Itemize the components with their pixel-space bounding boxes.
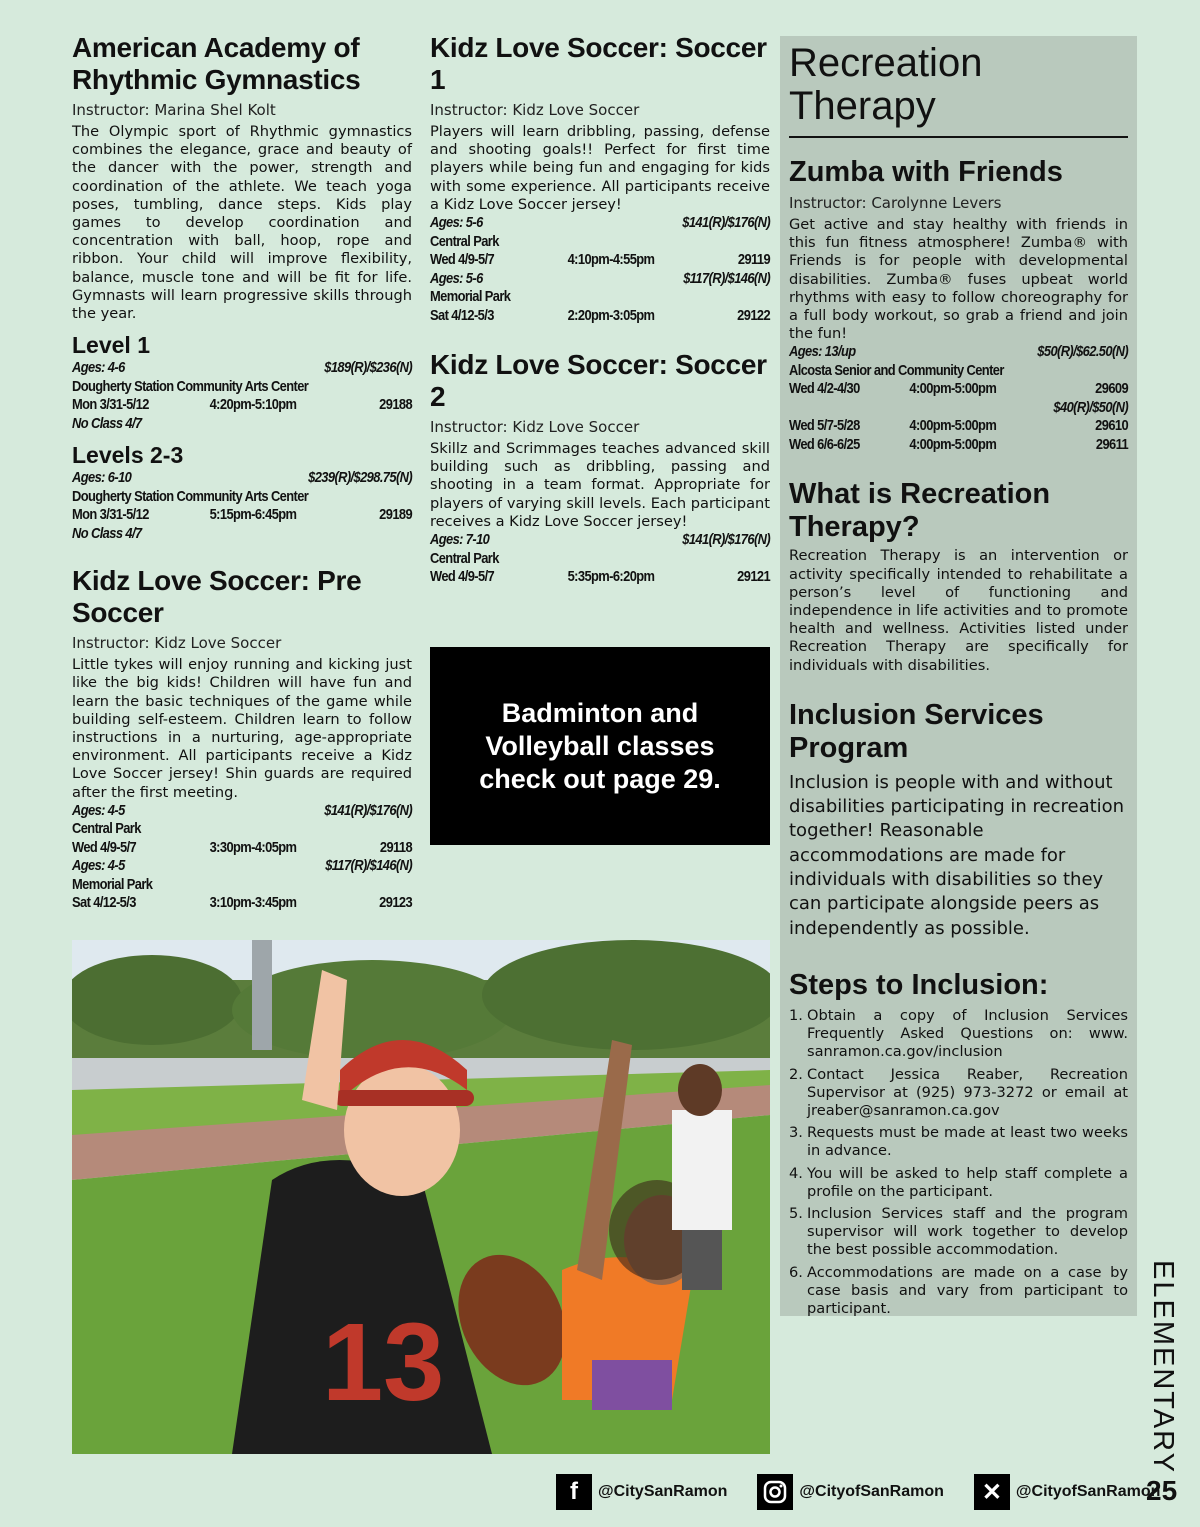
class-listing bbox=[789, 343, 1128, 454]
photo-illustration bbox=[72, 940, 770, 1454]
price: $189(R)/$236(N) bbox=[324, 359, 413, 377]
course-code: 29189 bbox=[379, 506, 413, 524]
location: Central Park bbox=[72, 820, 141, 838]
time: 4:00pm-5:00pm bbox=[909, 435, 997, 453]
price: $40(R)/$50(N) bbox=[1053, 398, 1129, 416]
days: Sat 4/12-5/3 bbox=[72, 894, 136, 912]
days: Sat 4/12-5/3 bbox=[430, 306, 494, 324]
program-description: Get active and stay healthy with friends in this fun fitness atmosphere! Zumba® with Friends is for people with developmental disabilities. Zumba® fuses upbeat world rhythms with easy to follow choreography for a full body workout, so grab a friend and join the fun! bbox=[789, 216, 1128, 343]
facebook-link[interactable] bbox=[556, 1474, 727, 1510]
instagram-icon bbox=[757, 1474, 793, 1510]
instagram-link[interactable] bbox=[757, 1474, 944, 1510]
column-middle bbox=[430, 32, 770, 601]
x-link[interactable] bbox=[974, 1474, 1161, 1510]
list-item: 6. Accommodations are made on a case by case basis and vary from participant to participant. bbox=[789, 1263, 1128, 1317]
ages: Ages: 5-6 bbox=[430, 269, 483, 287]
section-description: Inclusion is people with and without disabilities participating in recreation together! Reasonable accommodations are made for individuals with disabilities so they can participate alongside peers as independently as possible. bbox=[789, 771, 1125, 939]
course-code: 29119 bbox=[737, 251, 771, 269]
location: Central Park bbox=[430, 549, 499, 567]
program-title: Kidz Love Soccer: Soccer 1 bbox=[430, 32, 767, 95]
facebook-handle: @CitySanRamon bbox=[598, 1483, 728, 1500]
location: Dougherty Station Community Arts Center bbox=[72, 487, 309, 505]
days: Wed 4/9-5/7 bbox=[430, 568, 495, 586]
list-item: 2. Contact Jessica Reaber, Recreation Supervisor at (925) 973-3272 or email at jreaber@sanramon.ca.gov bbox=[789, 1065, 1128, 1119]
time: 4:00pm-5:00pm bbox=[909, 380, 997, 398]
time: 3:10pm-3:45pm bbox=[209, 894, 297, 912]
time: 4:00pm-5:00pm bbox=[909, 417, 997, 435]
price: $141(R)/$176(N) bbox=[682, 214, 771, 232]
program-description: Skillz and Scrimmages teaches advanced skill building such as dribbling, passing and shooting in a team format. Appropriate for players of varying skill levels. Each participant receives a Kidz Love Soccer jersey! bbox=[430, 440, 771, 530]
list-item: 5. Inclusion Services staff and the program supervisor will work together to develop the best possible accommodation. bbox=[789, 1204, 1128, 1259]
course-code: 29123 bbox=[379, 894, 413, 912]
gymnastics-section bbox=[72, 32, 412, 543]
program-description: Little tykes will enjoy running and kicking just like the big kids! Children will have fun and learn the basic techniques of the game while building self-esteem. Children learn to follow instructions in a nurturing, age-appropriate environment. All participants receive a Kidz Love Soccer jersey! Shin guards are required after the first meeting. bbox=[72, 656, 412, 801]
ages: Ages: 13/up bbox=[789, 343, 856, 361]
promo-box bbox=[430, 647, 770, 845]
ages: Ages: 6-10 bbox=[72, 469, 132, 487]
program-description: The Olympic sport of Rhythmic gymnastics combines the elegance, grace and beauty of the dancer with the power, strength and coordination of the athlete. We teach yoga poses, tumbling, dance steps. Kids play games to develop coordination and concentration with ball, hoop, rope and ribbon. Your child will improve flexibility, balance, muscle tone and will be fit for life. Gymnasts will learn progressive skills through the year. bbox=[72, 123, 412, 323]
class-listing bbox=[72, 469, 412, 543]
soccer-1-section bbox=[430, 32, 770, 325]
ages: Ages: 4-5 bbox=[72, 857, 125, 875]
days: Wed 4/9-5/7 bbox=[72, 838, 137, 856]
price: $50(R)/$62.50(N) bbox=[1037, 343, 1129, 361]
ages: Ages: 5-6 bbox=[430, 214, 483, 232]
ages: Ages: 7-10 bbox=[430, 531, 490, 549]
price: $239(R)/$298.75(N) bbox=[308, 469, 413, 487]
kids-soccer-photo bbox=[72, 940, 770, 1454]
instructor: Instructor: Kidz Love Soccer bbox=[430, 418, 640, 437]
promo-text: Badminton and Volleyball classes check out page 29. bbox=[479, 697, 721, 794]
section-title: What is Recreation Therapy? bbox=[789, 478, 1051, 544]
note: No Class 4/7 bbox=[72, 524, 142, 542]
course-code: 29188 bbox=[379, 396, 413, 414]
column-left bbox=[72, 32, 412, 927]
location: Dougherty Station Community Arts Center bbox=[72, 377, 309, 395]
section-title: Steps to Inclusion: bbox=[789, 968, 1049, 1001]
program-title: American Academy of Rhythmic Gymnastics bbox=[72, 32, 361, 95]
soccer-2-section bbox=[430, 349, 770, 587]
x-handle: @CityofSanRamon bbox=[1015, 1483, 1161, 1500]
ages: Ages: 4-5 bbox=[72, 801, 125, 819]
time: 5:15pm-6:45pm bbox=[209, 506, 297, 524]
days: Wed 4/2-4/30 bbox=[789, 380, 860, 398]
time: 3:30pm-4:05pm bbox=[209, 838, 297, 856]
time: 4:20pm-5:10pm bbox=[209, 396, 297, 414]
level-title: Level 1 bbox=[72, 332, 150, 359]
svg-text:13: 13 bbox=[322, 1301, 445, 1424]
level-title: Levels 2-3 bbox=[72, 442, 184, 469]
instructor: Instructor: Kidz Love Soccer bbox=[72, 634, 282, 653]
list-item: 3. Requests must be made at least two weeks in advance. bbox=[789, 1124, 1128, 1160]
page-number: 25 bbox=[1146, 1475, 1178, 1506]
location: Central Park bbox=[430, 232, 499, 250]
course-code: 29121 bbox=[737, 568, 771, 586]
price: $117(R)/$146(N) bbox=[325, 857, 413, 875]
price: $141(R)/$176(N) bbox=[682, 531, 771, 549]
location: Memorial Park bbox=[430, 288, 511, 306]
location: Alcosta Senior and Community Center bbox=[789, 361, 1004, 379]
pre-soccer-section bbox=[72, 565, 412, 913]
price: $141(R)/$176(N) bbox=[324, 801, 413, 819]
section-description: Recreation Therapy is an intervention or activity specifically intended to rehabilitate a person’s level of functioning and independence in life activities and to promote health and wellness. Activities listed under Recreation Therapy are specifically for individuals with disabilities. bbox=[789, 547, 1128, 674]
days: Wed 5/7-5/28 bbox=[789, 417, 860, 435]
price: $117(R)/$146(N) bbox=[683, 269, 771, 287]
course-code: 29122 bbox=[737, 306, 771, 324]
social-footer bbox=[556, 1472, 1180, 1512]
instructor: Instructor: Marina Shel Kolt bbox=[72, 101, 276, 119]
time: 2:20pm-3:05pm bbox=[567, 306, 655, 324]
course-code: 29610 bbox=[1095, 417, 1129, 435]
class-listing bbox=[430, 214, 770, 325]
instructor: Instructor: Carolynne Levers bbox=[789, 194, 1002, 212]
recreation-therapy-panel bbox=[780, 36, 1137, 1316]
class-listing bbox=[72, 802, 412, 913]
ages: Ages: 4-6 bbox=[72, 359, 125, 377]
side-tab bbox=[1146, 1260, 1186, 1474]
program-title: Kidz Love Soccer: Soccer 2 bbox=[430, 349, 767, 413]
program-title: Kidz Love Soccer: Pre Soccer bbox=[72, 565, 362, 629]
facebook-icon: f bbox=[556, 1474, 592, 1510]
list-item: 4. You will be asked to help staff complete a profile on the participant. bbox=[789, 1164, 1128, 1200]
steps-list bbox=[789, 1007, 1128, 1318]
program-title: Zumba with Friends bbox=[789, 156, 1063, 188]
days: Mon 3/31-5/12 bbox=[72, 506, 149, 524]
instructor: Instructor: Kidz Love Soccer bbox=[430, 101, 640, 119]
panel-title: Recreation Therapy bbox=[789, 42, 1128, 138]
list-item: 1. Obtain a copy of Inclusion Services Frequently Asked Questions on: www. sanramon.ca.gov/inclusion bbox=[789, 1006, 1128, 1061]
section-label: ELEMENTARY bbox=[1147, 1260, 1179, 1474]
days: Wed 4/9-5/7 bbox=[430, 251, 495, 269]
course-code: 29118 bbox=[379, 838, 413, 856]
instagram-handle: @CityofSanRamon bbox=[799, 1483, 944, 1500]
course-code: 29611 bbox=[1095, 435, 1129, 453]
class-listing bbox=[430, 531, 770, 587]
course-code: 29609 bbox=[1095, 380, 1129, 398]
days: Mon 3/31-5/12 bbox=[72, 396, 149, 414]
time: 4:10pm-4:55pm bbox=[567, 251, 655, 269]
time: 5:35pm-6:20pm bbox=[567, 568, 655, 586]
location: Memorial Park bbox=[72, 875, 153, 893]
section-title: Inclusion Services Program bbox=[789, 698, 1044, 764]
x-icon: ✕ bbox=[974, 1474, 1010, 1510]
note: No Class 4/7 bbox=[72, 414, 142, 432]
program-description: Players will learn dribbling, passing, defense and shooting goals!! Perfect for first time players while being fun and engaging for kids with some experience. All participants receive a Kidz Love Soccer jersey! bbox=[430, 123, 770, 213]
days: Wed 6/6-6/25 bbox=[789, 435, 860, 453]
class-listing bbox=[72, 359, 412, 433]
